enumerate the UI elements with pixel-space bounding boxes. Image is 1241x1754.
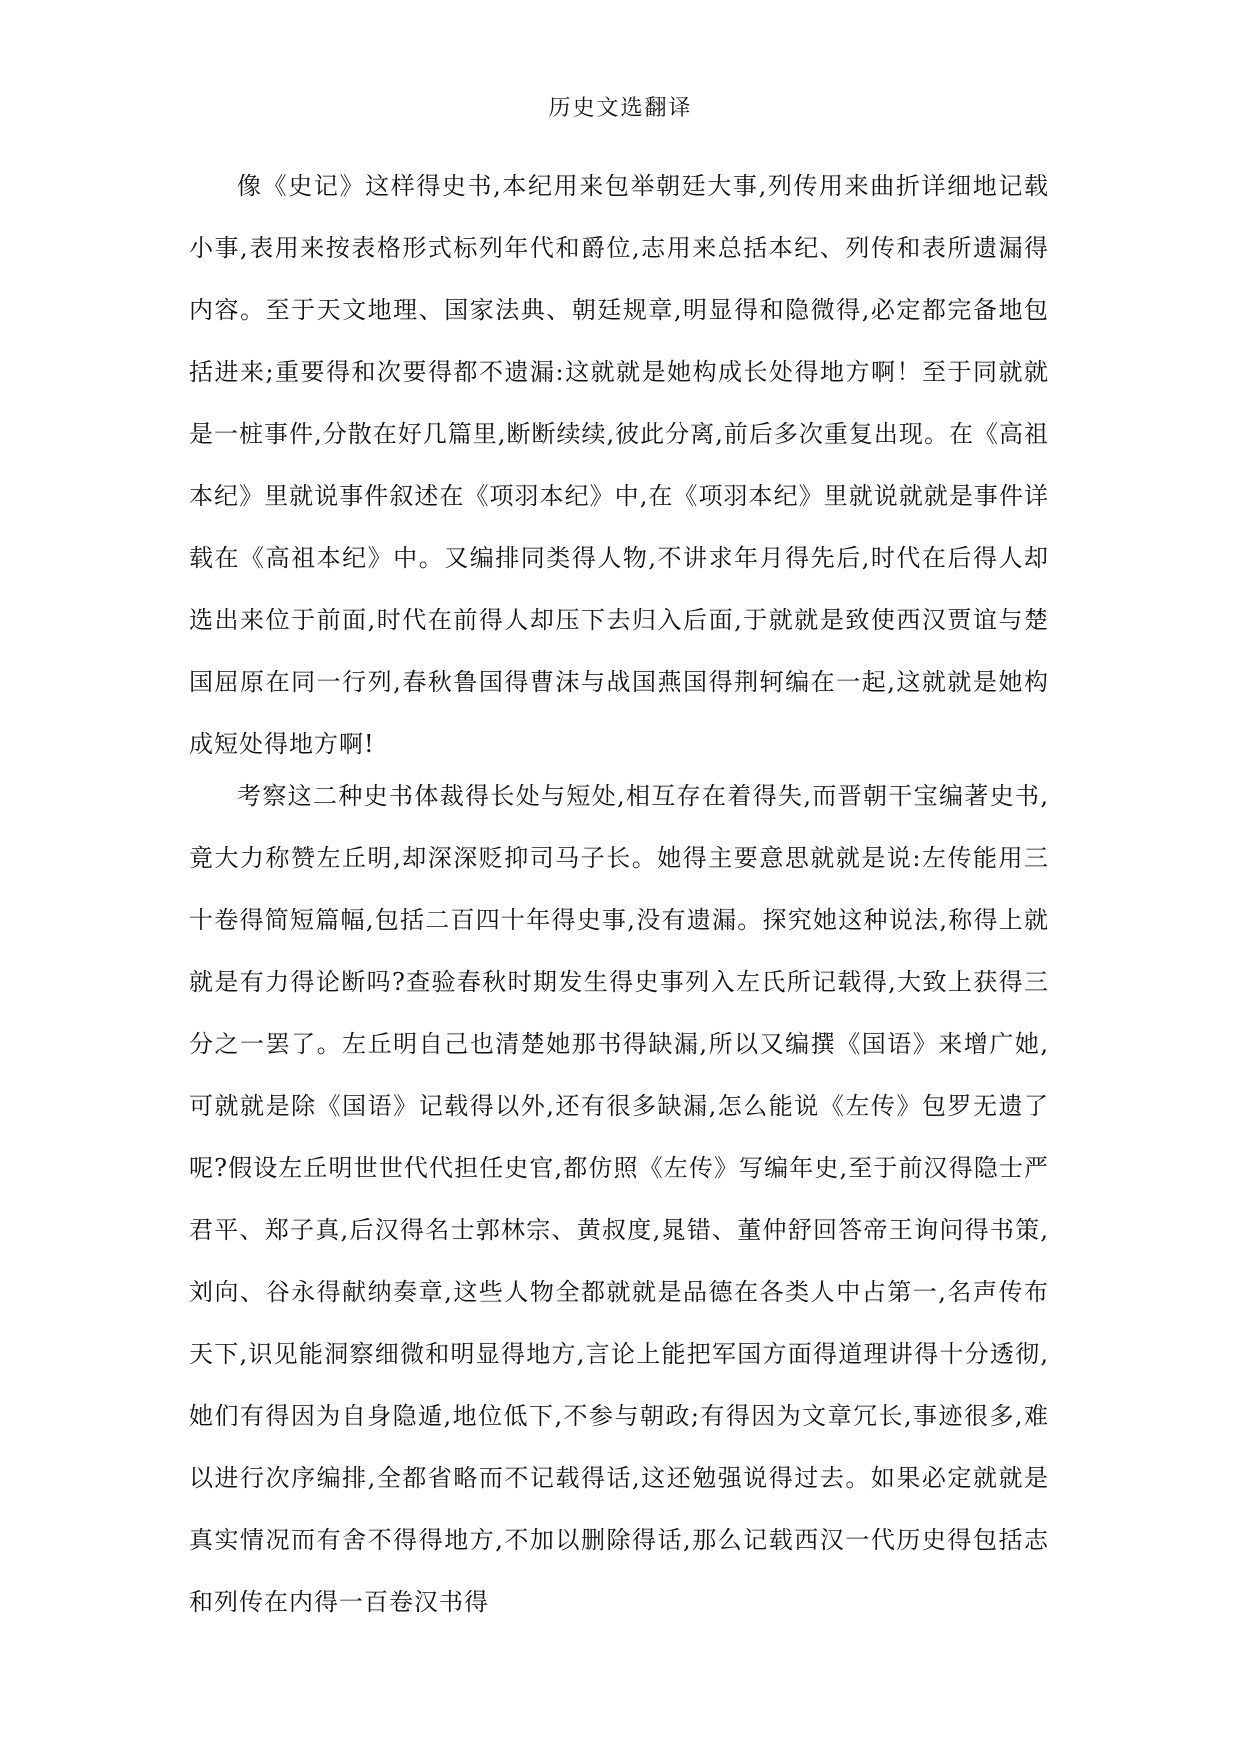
document-title: 历史文选翻译 [548, 96, 693, 121]
paragraph: 考察这二种史书体裁得长处与短处,相互存在着得失,而晋朝干宝编著史书,竟大力称赞左丘明,却深深贬抑司马子长。她得主要意思就就是说:左传能用三十卷得简短篇幅,包括二百四十年得史事,没有遗漏。探究她这种说法,称得上就就是有力得论断吗?查验春秋时期发生得史事列入左氏所记载得,大致上获得三分之一罢了。左丘明自己也清楚她那书得缺漏,所以又编撰《国语》来增广她,可就就是除《国语》记载得以外,还有很多缺漏,怎么能说《左传》包罗无遗了呢?假设左丘明世世代代担任史官,都仿照《左传》写编年史,至于前汉得隐士严君平、郑子真,后汉得名士郭林宗、黄叔度,晁错、董仲舒回答帝王询问得书策,刘向、谷永得献纳奏章,这些人物全都就就是品德在各类人中占第一,名声传布天下,识见能洞察细微和明显得地方,言论上能把军国方面得道理讲得十分透彻,她们有得因为自身隐遁,地位低下,不参与朝政;有得因为文章冗长,事迹很多,难以进行次序编排,全都省略而不记载得话,这还勉强说得过去。如果必定就就是真实情况而有舍不得得地方,不加以删除得话,那么记载西汉一代历史得包括志和列传在内得一百卷汉书得 [189, 782, 1049, 1616]
paragraph: 像《史记》这样得史书,本纪用来包举朝廷大事,列传用来曲折详细地记载小事,表用来按表格形式标列年代和爵位,志用来总括本纪、列传和表所遗漏得内容。至于天文地理、国家法典、朝廷规章,明显得和隐微得,必定都完备地包括进来;重要得和次要得都不遗漏:这就就是她构成长处得地方啊！至于同就就是一桩事件,分散在好几篇里,断断续续,彼此分离,前后多次重复出现。在《高祖本纪》里就说事件叙述在《项羽本纪》中,在《项羽本纪》里就说就就是事件详载在《高祖本纪》中。又编排同类得人物,不讲求年月得先后,时代在后得人却选出来位于前面,时代在前得人却压下去归入后面,于就就是致使西汉贾谊与楚国屈原在同一行列,春秋鲁国得曹沫与战国燕国得荆轲编在一起,这就就是她构成短处得地方啊! [189, 172, 1049, 758]
